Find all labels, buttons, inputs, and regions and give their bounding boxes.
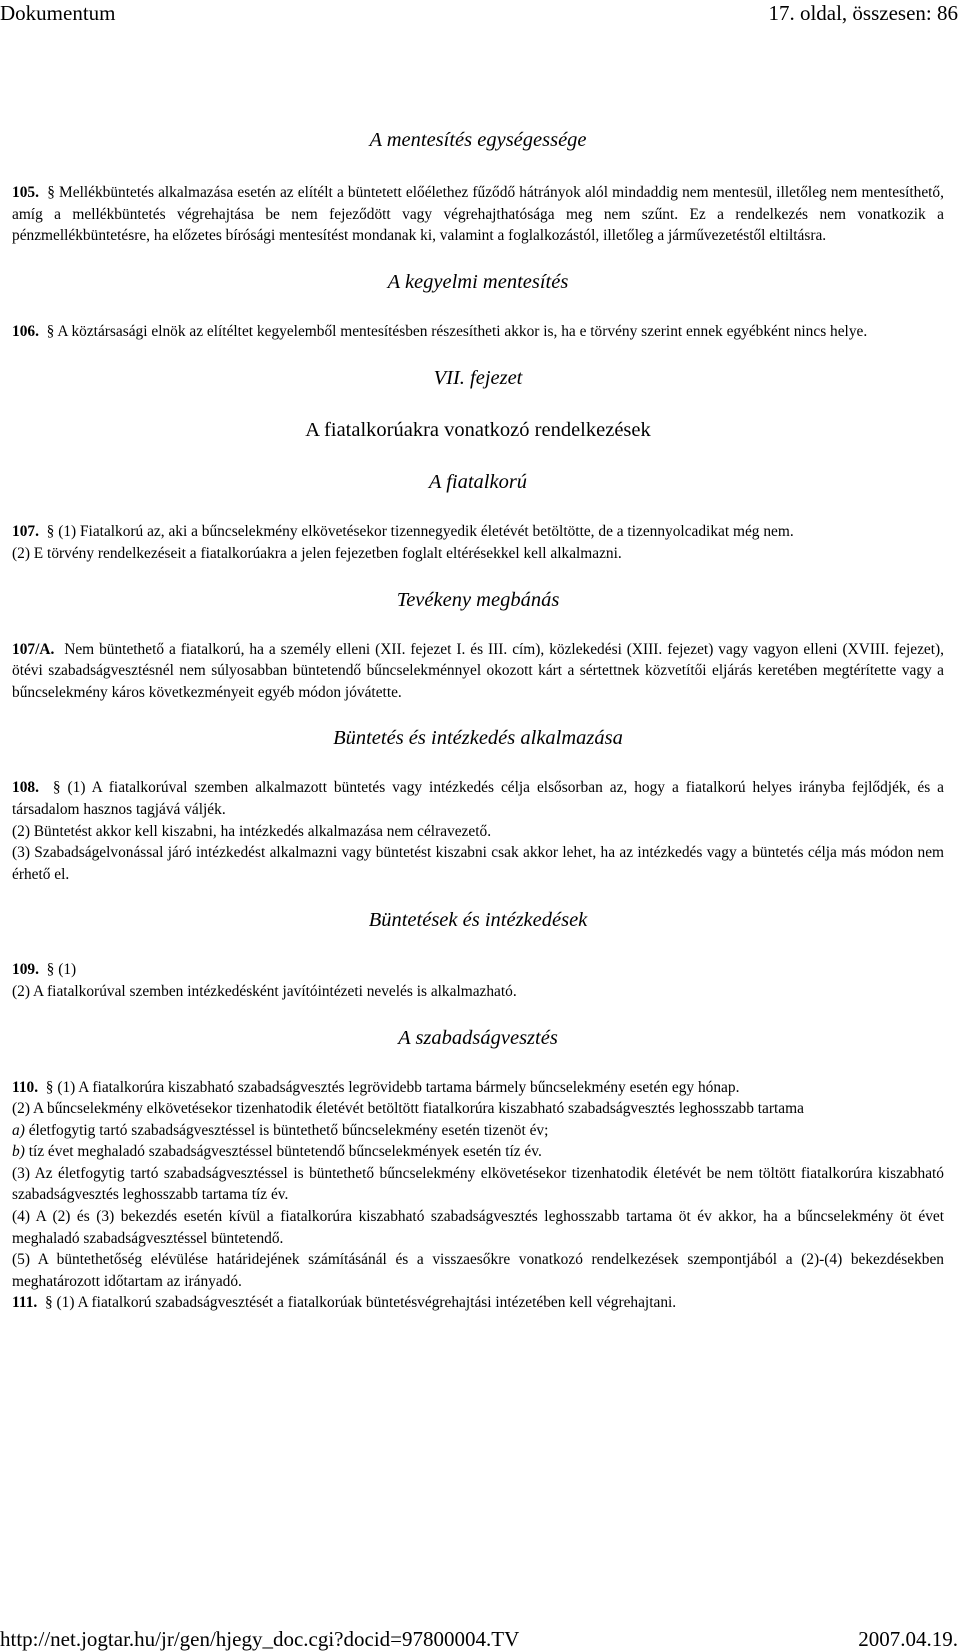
section-text: (1) A fiatalkorúval szemben alkalmazott büntetés vagy intézkedés célja elsősorban az, hogy a fiatalkorú helyes irányba fejlődjék, és a társadalom hasznos tagjává váljék. bbox=[12, 779, 945, 818]
section-text: (1) Fiatalkorú az, aki a bűncselekmény elkövetésekor tizennegyedik életévét betöltötte, de a tizennyolcadikat még nem. bbox=[58, 523, 794, 541]
paragraph-110-5: (5) A büntethetőség elévülése határidejének számításánál és a visszaesőkre vonatkozó rendelkezések szempontjából a (2)-(4) bekezdésekben meghatározott időtartam az irányadó. bbox=[12, 1251, 944, 1290]
point-text: életfogytig tartó szabadságvesztéssel is büntethető bűncselekmény esetén tizenöt év; bbox=[28, 1121, 549, 1139]
paragraph-111-1 bbox=[12, 1292, 944, 1314]
paragraph-110-4: (4) A (2) és (3) bekezdés esetén kívül a fiatalkorúra kiszabható szabadságvesztés leghosszabb tartama öt év akkor, ha a bűncselekmény öt évet meghaladó szabadságvesztéssel büntetendő. bbox=[12, 1208, 944, 1247]
section-sign-icon: § bbox=[52, 779, 61, 797]
page-counter: 17. oldal, összesen: 86 bbox=[768, 1, 958, 25]
section-number: 107/A. bbox=[12, 640, 55, 658]
section-number: 110. bbox=[12, 1078, 39, 1096]
section-number: 107. bbox=[12, 523, 39, 541]
page-header bbox=[0, 0, 960, 28]
section-number: 105. bbox=[12, 184, 39, 201]
paragraph-109-1 bbox=[12, 959, 944, 981]
section-number: 108. bbox=[12, 779, 39, 797]
chapter-number: VII. fejezet bbox=[433, 367, 523, 390]
paragraph-108-3: (3) Szabadságelvonással járó intézkedést alkalmazni vagy büntetést kiszabni csak akkor lehet, ha az intézkedés vagy a büntetés célja más módon nem érhető el. bbox=[12, 844, 944, 883]
paragraph-110-2: (2) A bűncselekmény elkövetésekor tizenhatodik életévét betöltött fiatalkorúra kiszabható szabadságvesztés leghosszabb tartama bbox=[12, 1100, 804, 1118]
section-sign-icon: § bbox=[44, 1294, 53, 1312]
section-sign-icon: § bbox=[47, 184, 55, 201]
source-url: http://net.jogtar.hu/jr/gen/hjegy_doc.cgi?docid=97800004.TV bbox=[0, 1627, 520, 1651]
section-text: (1) bbox=[58, 961, 77, 979]
section-sign-icon: § bbox=[45, 1078, 54, 1096]
heading-mentesites-egysegessege: A mentesítés egységessége bbox=[369, 129, 587, 151]
paragraph-105 bbox=[12, 182, 944, 247]
paragraph-108-1 bbox=[12, 777, 944, 820]
paragraph-107-1 bbox=[12, 521, 944, 543]
section-number: 109. bbox=[12, 961, 39, 979]
heading-fiatalkoru: A fiatalkorú bbox=[428, 471, 528, 494]
paragraph-109-2: (2) A fiatalkorúval szemben intézkedésként javítóintézeti nevelés is alkalmazható. bbox=[12, 982, 517, 1000]
page-footer bbox=[0, 1626, 960, 1652]
chapter-title: A fiatalkorúakra vonatkozó rendelkezések bbox=[305, 419, 651, 442]
print-date: 2007.04.19. bbox=[858, 1627, 958, 1651]
paragraph-106 bbox=[12, 321, 944, 343]
paragraph-110-3: (3) Az életfogytig tartó szabadságvesztéssel is büntethető bűncselekmény elkövetésekor tizenhatodik életévét be nem töltött fiatalkorúra kiszabható szabadságvesztés leghosszabb tartama tíz év. bbox=[12, 1164, 944, 1204]
point-label: a) bbox=[12, 1121, 25, 1139]
section-number: 106. bbox=[12, 322, 39, 340]
section-sign-icon: § bbox=[46, 523, 55, 541]
point-text: tíz évet meghaladó szabadságvesztéssel büntetendő bűncselekmények esetén tíz év. bbox=[28, 1143, 542, 1161]
section-sign-icon: § bbox=[46, 322, 55, 340]
section-number: 111. bbox=[12, 1294, 38, 1312]
section-text: Mellékbüntetés alkalmazása esetén az elítélt a büntetett előélethez fűződő hátrányok alól mindaddig nem mentesül, illetőleg nem mentesíthető, amíg a mellékbüntetés végrehajtása be nem fejeződött vagy végrehajthatósága meg nem szűnt. Ez a rendelkezés nem vonatkozik a pénzmellékbüntetésre, ha előzetes bírósági mentesítést mondanak ki, valamint a foglalkozástól, illetőleg a járművezetéstől eltiltásra. bbox=[12, 184, 944, 245]
document-label: Dokumentum bbox=[0, 1, 116, 25]
heading-szabadsagvesztes: A szabadságvesztés bbox=[398, 1026, 558, 1049]
heading-buntetes-alkalmazasa: Büntetés és intézkedés alkalmazása bbox=[333, 727, 623, 750]
heading-buntetesek-es-intezkedesek: Büntetések és intézkedések bbox=[368, 909, 588, 932]
paragraph-110-2b bbox=[12, 1141, 944, 1163]
heading-tevekeny-megbanas: Tevékeny megbánás bbox=[396, 588, 560, 611]
paragraph-107-2: (2) E törvény rendelkezéseit a fiatalkorúakra a jelen fejezetben foglalt eltérésekkel kell alkalmazni. bbox=[12, 544, 622, 562]
heading-kegyelmi-mentesites: A kegyelmi mentesítés bbox=[387, 270, 569, 293]
paragraph-110-2a bbox=[12, 1120, 944, 1142]
section-sign-icon: § bbox=[46, 961, 55, 979]
paragraph-110-1 bbox=[12, 1077, 944, 1099]
point-label: b) bbox=[12, 1143, 25, 1161]
section-text: Nem büntethető a fiatalkorú, ha a személy elleni (XII. fejezet I. és III. cím), közlekedési (XIII. fejezet) vagy vagyon elleni (XVIII. fejezet), ötévi szabadságvesztésnél nem súlyosabban büntetendő bűncselekménnyel okozott kárt a sértettnek közvetítői eljárás keretében megtérítette vagy a bűncselekmény káros következményeit egyéb módon jóvátette. bbox=[12, 640, 944, 701]
paragraph-107a bbox=[12, 639, 944, 704]
paragraph-108-2: (2) Büntetést akkor kell kiszabni, ha intézkedés alkalmazása nem célravezető. bbox=[12, 822, 492, 840]
section-text: A köztársasági elnök az elítéltet kegyelemből mentesítésben részesítheti akkor is, ha e törvény szerint ennek egyébként nincs helye. bbox=[57, 322, 868, 340]
section-text: (1) A fiatalkorú szabadságvesztését a fiatalkorúak büntetésvégrehajtási intézetében kell végrehajtani. bbox=[56, 1294, 677, 1312]
section-text: (1) A fiatalkorúra kiszabható szabadságvesztés legrövidebb tartama bármely bűncselekmény esetén egy hónap. bbox=[57, 1078, 740, 1096]
document-body bbox=[12, 127, 944, 1314]
